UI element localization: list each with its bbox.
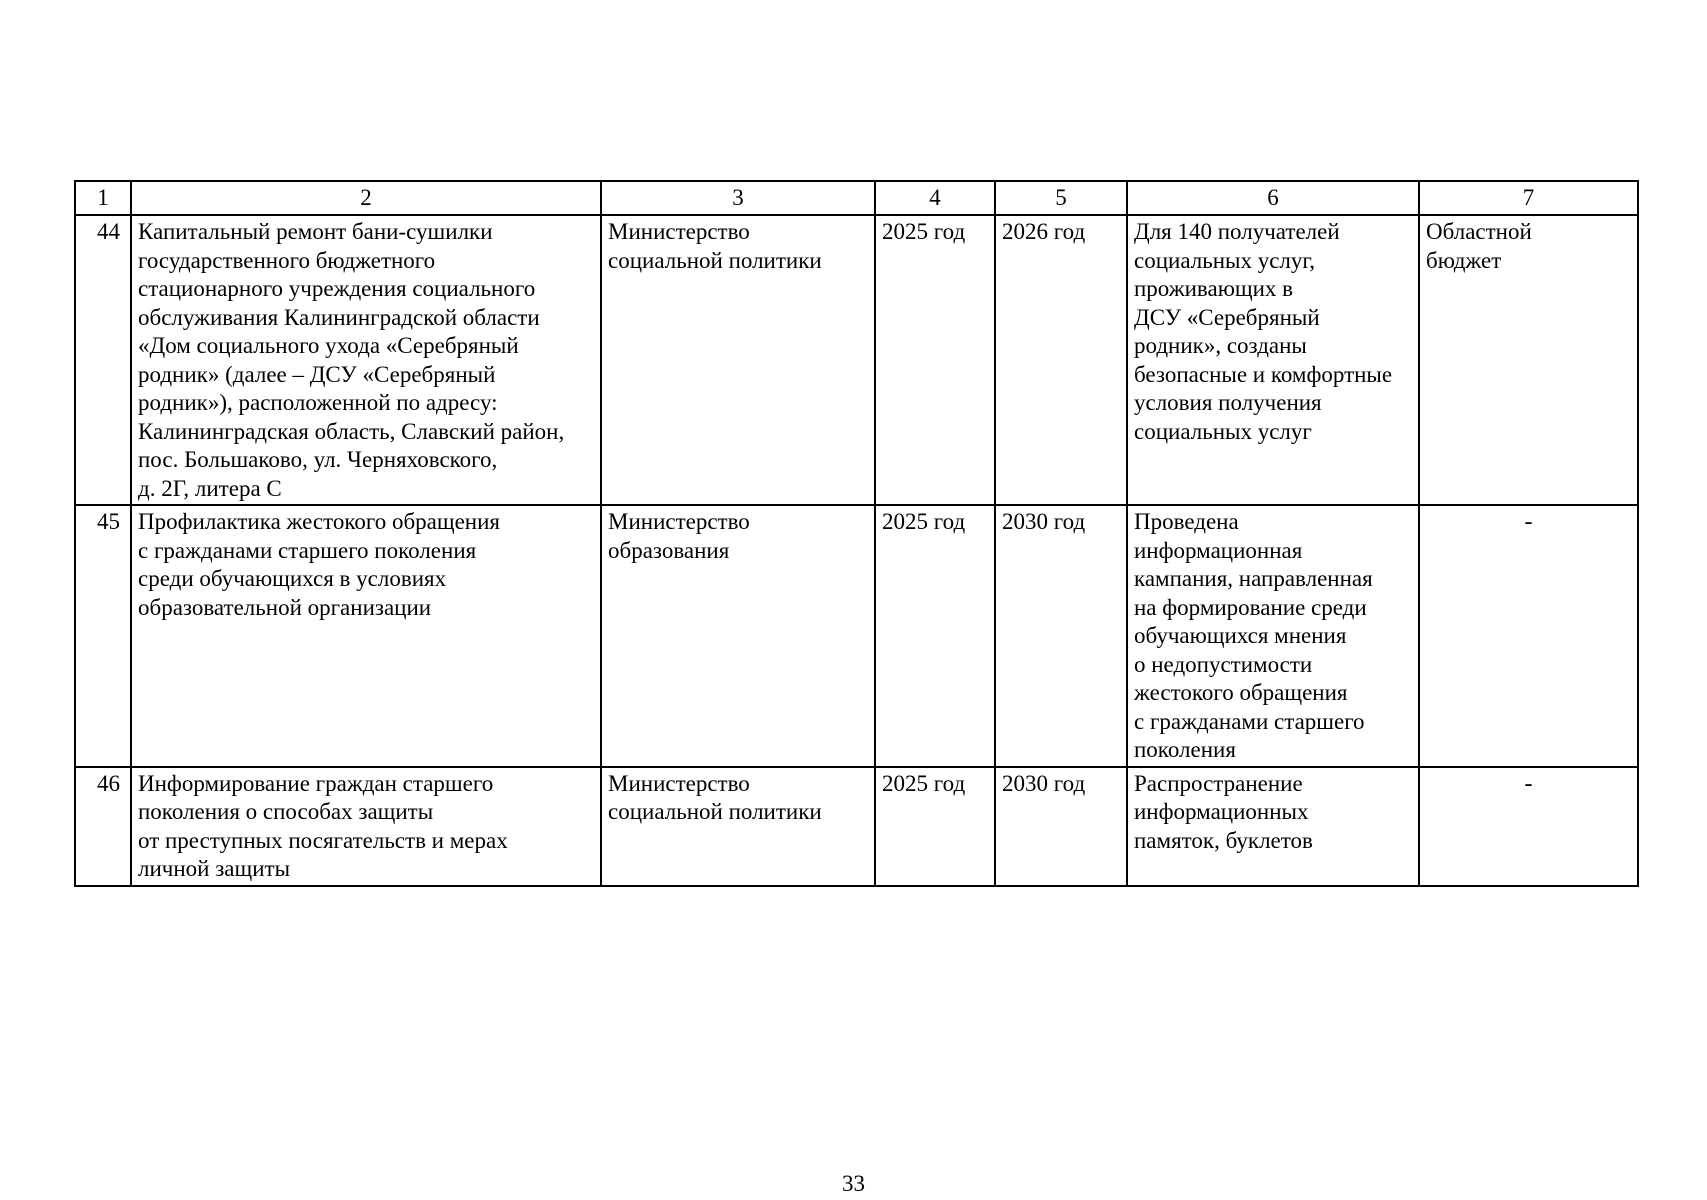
- table-row: [75, 215, 1638, 505]
- executor: Министерство социальной политики: [601, 215, 875, 505]
- event-description: Информирование граждан старшего поколения о способах защиты от преступных посягательств и мерах личной защиты: [131, 767, 601, 886]
- start-year: 2025 год: [875, 505, 995, 767]
- column-header-5: 5: [995, 181, 1127, 215]
- column-header-2: 2: [131, 181, 601, 215]
- start-year: 2025 год: [875, 215, 995, 505]
- column-header-6: 6: [1127, 181, 1419, 215]
- end-year: 2030 год: [995, 505, 1127, 767]
- column-header-1: 1: [75, 181, 131, 215]
- header-row: [75, 181, 1638, 215]
- start-year: 2025 год: [875, 767, 995, 886]
- measures-table: [74, 180, 1639, 887]
- executor: Министерство образования: [601, 505, 875, 767]
- table-row: [75, 505, 1638, 767]
- column-header-3: 3: [601, 181, 875, 215]
- expected-result: Распространение информационных памяток, буклетов: [1127, 767, 1419, 886]
- executor: Министерство социальной политики: [601, 767, 875, 886]
- funding-source: -: [1419, 767, 1638, 886]
- page-number: 33: [842, 1171, 865, 1196]
- row-number: 46: [75, 767, 131, 886]
- event-description: Капитальный ремонт бани-сушилки государственного бюджетного стационарного учреждения социального обслуживания Калининградской области «Дом социального ухода «Серебряный родник» (далее – ДСУ «Серебряный родник»), расположенной по адресу: Калининградская область, Славский район, пос. Большаково, ул. Черняховского, д. 2Г, литера С: [131, 215, 601, 505]
- column-header-4: 4: [875, 181, 995, 215]
- expected-result: Для 140 получателей социальных услуг, проживающих в ДСУ «Серебряный родник», созданы безопасные и комфортные условия получения социальных услуг: [1127, 215, 1419, 505]
- expected-result: Проведена информационная кампания, направленная на формирование среди обучающихся мнения о недопустимости жестокого обращения с гражданами старшего поколения: [1127, 505, 1419, 767]
- event-description: Профилактика жестокого обращения с гражданами старшего поколения среди обучающихся в условиях образовательной организации: [131, 505, 601, 767]
- column-header-7: 7: [1419, 181, 1638, 215]
- end-year: 2030 год: [995, 767, 1127, 886]
- funding-source: -: [1419, 505, 1638, 767]
- end-year: 2026 год: [995, 215, 1127, 505]
- funding-source: Областной бюджет: [1419, 215, 1638, 505]
- table-row: [75, 767, 1638, 886]
- row-number: 44: [75, 215, 131, 505]
- row-number: 45: [75, 505, 131, 767]
